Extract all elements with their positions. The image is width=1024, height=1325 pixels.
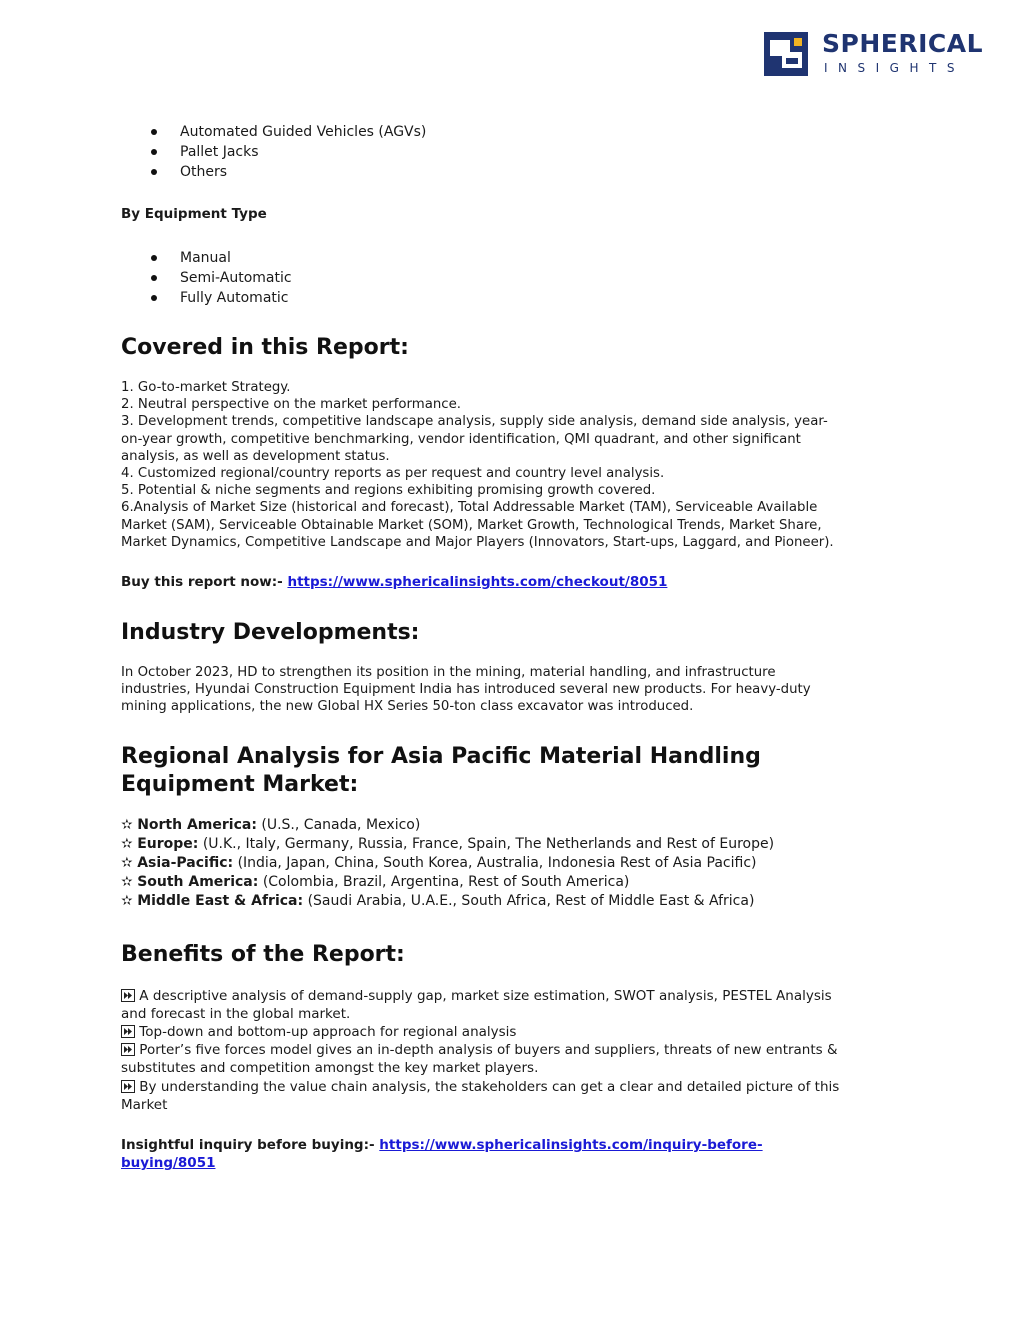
- inquiry-line: [121, 1136, 901, 1154]
- bullet-icon: [151, 255, 157, 261]
- covered-line: 4. Customized regional/country reports as per request and country level analysis.: [121, 466, 665, 482]
- bullet-icon: [151, 149, 157, 155]
- star-icon: ✫: [121, 873, 133, 890]
- type-list: [121, 122, 901, 182]
- covered-line: 5. Potential & niche segments and regions exhibiting promising growth covered.: [121, 483, 656, 499]
- star-icon: ✫: [121, 892, 133, 909]
- buy-report-line: [121, 573, 901, 591]
- benefits-list: [121, 987, 901, 1114]
- inquiry-line-2: [121, 1154, 901, 1172]
- covered-line: 6.Analysis of Market Size (historical and forecast), Total Addressable Market (TAM), Serviceable Available: [121, 500, 818, 516]
- covered-line: 2. Neutral perspective on the market performance.: [121, 397, 461, 413]
- region-item: ✫ Asia-Pacific: (India, Japan, China, South Korea, Australia, Indonesia Rest of Asia Pacific): [121, 854, 757, 871]
- region-list: [121, 816, 901, 911]
- star-icon: ✫: [121, 835, 133, 852]
- star-icon: ✫: [121, 816, 133, 833]
- equipment-type-heading: By Equipment Type: [121, 206, 267, 222]
- list-item: Automated Guided Vehicles (AGVs): [121, 122, 901, 142]
- fast-forward-icon: [121, 1025, 135, 1038]
- benefit-item: Porter’s five forces model gives an in-depth analysis of buyers and suppliers, threats of new entrants & substitutes and competition amongst the key market players.: [121, 1042, 838, 1077]
- region-item: ✫ South America: (Colombia, Brazil, Argentina, Rest of South America): [121, 873, 630, 890]
- covered-heading: Covered in this Report:: [121, 335, 409, 360]
- region-item: ✫ Europe: (U.K., Italy, Germany, Russia, France, Spain, The Netherlands and Rest of Europe): [121, 835, 775, 852]
- covered-line: Market Dynamics, Competitive Landscape and Major Players (Innovators, Start-ups, Laggard, and Pioneer).: [121, 534, 834, 550]
- inquiry-label: Insightful inquiry before buying:-: [121, 1137, 375, 1154]
- benefit-item: By understanding the value chain analysis, the stakeholders can get a clear and detailed picture of this Market: [121, 1078, 840, 1113]
- logo-mark-icon: [764, 32, 812, 76]
- covered-line: analysis, as well as development status.: [121, 448, 390, 464]
- equipment-type-list: [121, 248, 901, 308]
- industry-heading: Industry Developments:: [121, 620, 420, 646]
- region-item: ✫ North America: (U.S., Canada, Mexico): [121, 816, 421, 833]
- fast-forward-icon: [121, 1043, 135, 1056]
- bullet-icon: [151, 275, 157, 281]
- list-item: Fully Automatic: [121, 288, 901, 308]
- covered-line: on-year growth, competitive benchmarking, vendor identification, QMI quadrant, and other significant: [121, 431, 801, 447]
- industry-paragraph: In October 2023, HD to strengthen its position in the mining, material handling, and infrastructure industries, Hyundai Construction Equipment India has introduced several new products. For heavy-duty mining applications, the new Global HX Series 50-ton class excavator was introduced.: [121, 665, 811, 715]
- fast-forward-icon: [121, 989, 135, 1002]
- covered-line: 3. Development trends, competitive landscape analysis, supply side analysis, demand side analysis, year-: [121, 414, 828, 430]
- covered-list: [121, 379, 901, 551]
- buy-label: Buy this report now:-: [121, 574, 283, 591]
- checkout-link[interactable]: https://www.sphericalinsights.com/checkout/8051: [287, 574, 668, 591]
- brand-logo: [764, 29, 984, 78]
- inquiry-link-continued[interactable]: buying/8051: [121, 1155, 216, 1172]
- covered-line: 1. Go-to-market Strategy.: [121, 380, 291, 395]
- inquiry-link[interactable]: https://www.sphericalinsights.com/inquiry-before-: [379, 1137, 763, 1154]
- benefit-item: A descriptive analysis of demand-supply gap, market size estimation, SWOT analysis, PESTEL Analysis and forecast in the global market.: [121, 987, 832, 1022]
- document-body: [121, 122, 901, 1172]
- list-item: Pallet Jacks: [121, 142, 901, 162]
- list-item: Others: [121, 162, 901, 182]
- bullet-icon: [151, 295, 157, 301]
- bullet-icon: [151, 169, 157, 175]
- regional-heading: Regional Analysis for Asia Pacific Material Handling Equipment Market:: [121, 743, 761, 797]
- list-item: Manual: [121, 248, 901, 268]
- benefit-item: Top-down and bottom-up approach for regional analysis: [121, 1023, 901, 1041]
- benefits-heading: Benefits of the Report:: [121, 941, 405, 967]
- brand-subtitle: INSIGHTS: [824, 61, 965, 75]
- fast-forward-icon: [121, 1080, 135, 1093]
- region-item: ✫ Middle East & Africa: (Saudi Arabia, U.A.E., South Africa, Rest of Middle East & Africa): [121, 892, 755, 909]
- covered-line: Market (SAM), Serviceable Obtainable Market (SOM), Market Growth, Technological Trends, Market Share,: [121, 517, 822, 533]
- list-item: Semi-Automatic: [121, 268, 901, 288]
- bullet-icon: [151, 129, 157, 135]
- brand-name: SPHERICAL: [822, 29, 984, 58]
- star-icon: ✫: [121, 854, 133, 871]
